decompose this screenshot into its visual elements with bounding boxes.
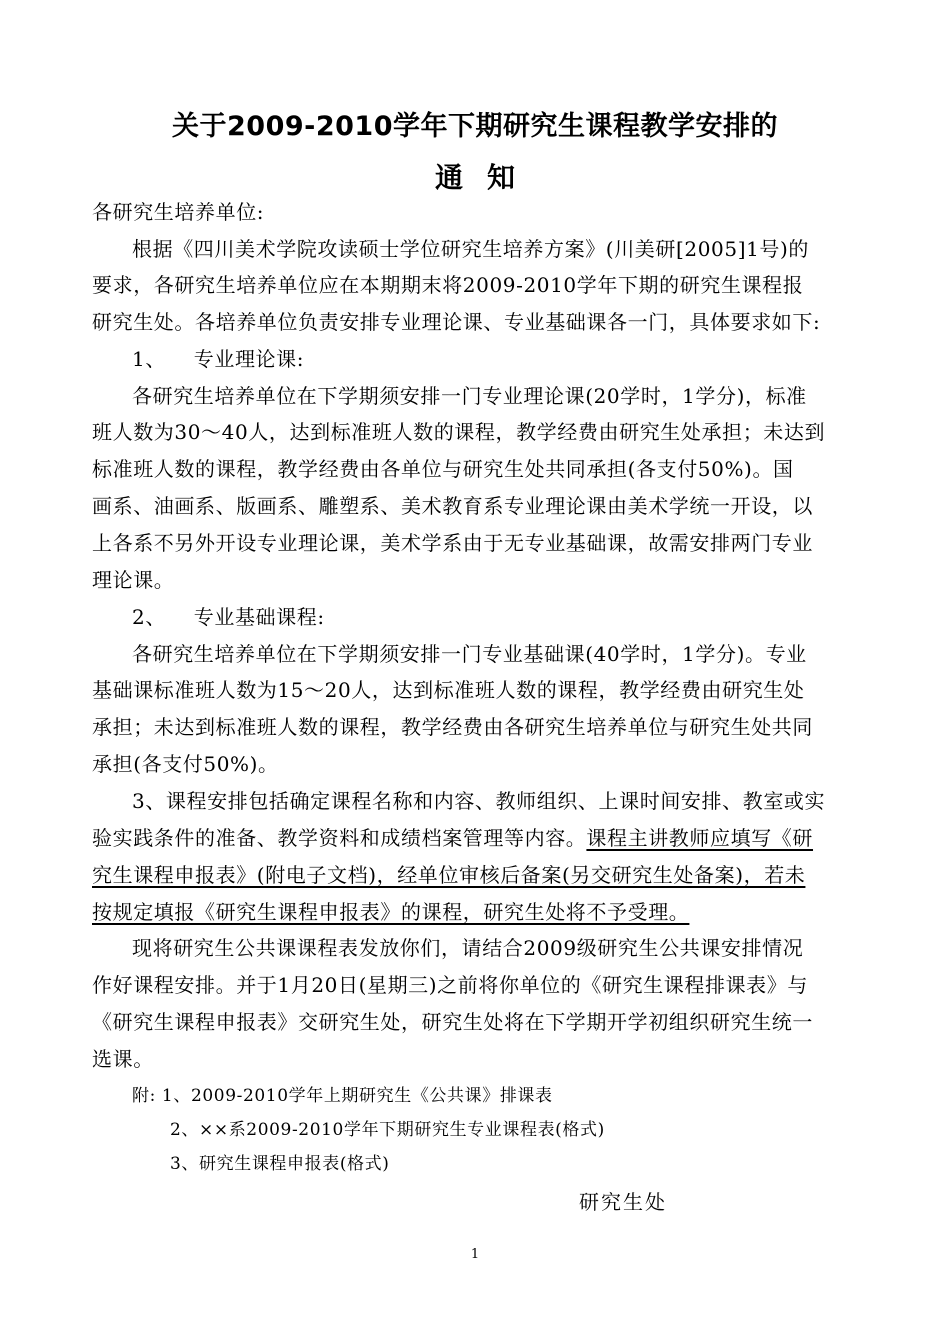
item2-line: 基础课标准班人数为15～20人，达到标准班人数的课程，教学经费由研究生处 bbox=[92, 678, 805, 702]
item1-line: 班人数为30～40人，达到标准班人数的课程，教学经费由研究生处承担；未达到 bbox=[92, 420, 826, 444]
item2-heading: 2、 专业基础课程: bbox=[132, 605, 325, 629]
item2-line: 承担；未达到标准班人数的课程，教学经费由各研究生培养单位与研究生处共同 bbox=[92, 715, 813, 739]
item2-line: 各研究生培养单位在下学期须安排一门专业基础课(40学时，1学分)。专业 bbox=[132, 642, 807, 666]
item3-underlined-line: 按规定填报《研究生课程申报表》的课程，研究生处将不予受理。 bbox=[92, 900, 690, 924]
intro-line: 根据《四川美术学院攻读硕士学位研究生培养方案》(川美研[2005]1号)的 bbox=[132, 237, 810, 261]
signature: 研究生处 bbox=[579, 1190, 667, 1214]
item3-underlined-text: 课程主讲教师应填写《研 bbox=[586, 826, 814, 850]
item1-line: 理论课。 bbox=[92, 568, 175, 592]
document-title-notice: 通知 bbox=[434, 161, 539, 194]
item1-line: 各研究生培养单位在下学期须安排一门专业理论课(20学时，1学分)，标准 bbox=[132, 384, 807, 408]
attachment-line: 2、××系2009-2010学年下期研究生专业课程表(格式) bbox=[170, 1120, 605, 1140]
attachment-line: 附: 1、2009-2010学年上期研究生《公共课》排课表 bbox=[132, 1086, 553, 1106]
document-title: 关于2009-2010学年下期研究生课程教学安排的 bbox=[172, 111, 778, 142]
item3-line bbox=[92, 822, 813, 854]
attachment-line: 3、研究生课程申报表(格式) bbox=[170, 1154, 390, 1174]
item1-heading: 1、 专业理论课: bbox=[132, 347, 305, 371]
item1-line: 画系、油画系、版画系、雕塑系、美术教育系专业理论课由美术学统一开设，以 bbox=[92, 494, 813, 518]
item3-line: 3、课程安排包括确定课程名称和内容、教师组织、上课时间安排、教室或实 bbox=[132, 789, 826, 813]
item1-line: 上各系不另外开设专业理论课，美术学系由于无专业基础课，故需安排两门专业 bbox=[92, 531, 813, 555]
closing-line: 现将研究生公共课课程表发放你们，请结合2009级研究生公共课安排情况 bbox=[132, 936, 804, 960]
item2-line: 承担(各支付50%)。 bbox=[92, 752, 279, 776]
page-number: 1 bbox=[470, 1247, 480, 1262]
item1-line: 标准班人数的课程，教学经费由各单位与研究生处共同承担(各支付50%)。国 bbox=[92, 457, 794, 481]
closing-line: 选课。 bbox=[92, 1047, 154, 1071]
salutation: 各研究生培养单位: bbox=[92, 200, 265, 224]
item3-underlined-line: 究生课程申报表》(附电子文档)，经单位审核后备案(另交研究生处备案)，若未 bbox=[92, 863, 806, 887]
closing-line: 作好课程安排。并于1月20日(星期三)之前将你单位的《研究生课程排课表》与 bbox=[92, 973, 808, 997]
intro-line: 要求，各研究生培养单位应在本期期末将2009-2010学年下期的研究生课程报 bbox=[92, 273, 804, 297]
closing-line: 《研究生课程申报表》交研究生处，研究生处将在下学期开学初组织研究生统一 bbox=[92, 1010, 813, 1034]
intro-line: 研究生处。各培养单位负责安排专业理论课、专业基础课各一门，具体要求如下: bbox=[92, 310, 821, 334]
item3-text: 验实践条件的准备、教学资料和成绩档案管理等内容。 bbox=[92, 826, 587, 850]
